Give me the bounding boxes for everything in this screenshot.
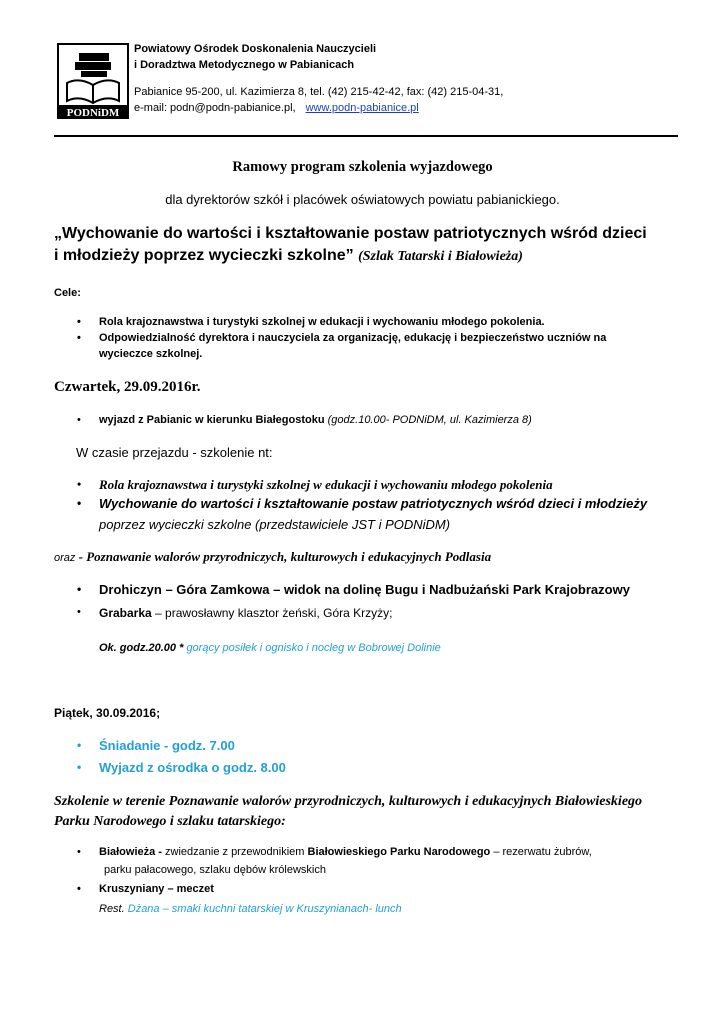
- main-title-text: i młodzieży poprzez wycieczki szkolne”: [54, 247, 354, 264]
- breakfast-text: Śniadanie - godz. 7.00: [99, 738, 235, 753]
- oraz-line: [54, 549, 491, 565]
- org-email: e-mail: podn@podn-pabianice.pl,: [134, 102, 296, 114]
- day1-heading: Czwartek, 29.09.2016r.: [54, 379, 201, 395]
- goal-item-continued: wycieczce szkolnej.: [99, 348, 203, 360]
- day1-departure: [77, 414, 532, 426]
- bullet-icon: •: [77, 316, 81, 328]
- bullet-icon: •: [77, 582, 82, 596]
- place-text: Drohiczyn – Góra Zamkowa – widok na dolinę Bugu i Nadbużański Park Krajobrazowy: [99, 582, 630, 597]
- bullet-icon: •: [77, 496, 82, 510]
- kruszyniany-text: Kruszyniany – meczet: [99, 883, 214, 895]
- travel-intro: W czasie przejazdu - szkolenie nt:: [76, 445, 273, 460]
- bullet-icon: •: [77, 738, 82, 752]
- bialowieza-item-continued: parku pałacowego, szlaku dębów królewskich: [104, 864, 326, 876]
- bialowieza-text: zwiedzanie z przewodnikiem: [165, 846, 305, 858]
- place-item: [77, 606, 393, 620]
- evening-time: Ok. godz.20.00 *: [99, 642, 184, 654]
- rest-text: Dżana – smaki kuchni tatarskiej w Kruszynianach- lunch: [127, 903, 402, 915]
- org-name-line1: Powiatowy Ośrodek Doskonalenia Nauczycieli: [134, 43, 377, 55]
- rest-label: Rest.: [99, 903, 125, 915]
- breakfast-item: [77, 738, 235, 753]
- field-heading-line2: Parku Narodowego i szlaku tatarskiego:: [54, 814, 286, 829]
- bialowieza-name: Białowieża -: [99, 846, 162, 858]
- departure-note: (godz.10.00- PODNiDM, ul. Kazimierza 8): [327, 414, 532, 426]
- training-text: Rola krajoznawstwa i turystyki szkolnej w edukacji i wychowaniu młodego pokolenia: [99, 477, 553, 492]
- goal-item: [77, 332, 607, 344]
- kruszyniany-item: [77, 883, 214, 895]
- oraz-prefix: oraz: [54, 552, 76, 564]
- departure-text: Wyjazd z ośrodka o godz. 8.00: [99, 760, 286, 775]
- goals-label: Cele:: [54, 287, 81, 299]
- departure-item: [77, 760, 286, 775]
- bullet-icon: •: [77, 606, 81, 618]
- oraz-text: - Poznawanie walorów przyrodniczych, kulturowych i edukacyjnych Podlasia: [78, 549, 492, 564]
- evening-text: gorący posiłek i ognisko i nocleg w Bobrowej Dolinie: [186, 642, 441, 654]
- bullet-icon: •: [77, 414, 81, 426]
- bullet-icon: •: [77, 332, 81, 344]
- bullet-icon: •: [77, 760, 82, 774]
- day2-heading: Piątek, 30.09.2016;: [54, 706, 161, 720]
- bullet-icon: •: [77, 477, 82, 491]
- training-item: [77, 496, 648, 511]
- training-item: [77, 477, 553, 493]
- main-title-note: (Szlak Tatarski i Białowieża): [358, 249, 523, 264]
- bialowieza-rest: – rezerwatu żubrów,: [493, 846, 592, 858]
- org-name-line2: i Doradztwa Metodycznego w Pabianicach: [134, 59, 355, 71]
- bialowieza-park: Białowieskiego Parku Narodowego: [307, 846, 491, 858]
- org-website-link[interactable]: www.podn-pabianice.pl: [305, 102, 419, 114]
- field-heading-line1: Szkolenie w terenie Poznawanie walorów przyrodniczych, kulturowych i edukacyjnych Białowieskiego: [54, 794, 643, 809]
- org-address: Pabianice 95-200, ul. Kazimierza 8, tel. (42) 215-42-42, fax: (42) 215-04-31,: [134, 86, 504, 98]
- main-title-line1: „Wychowanie do wartości i kształtowanie postaw patriotycznych wśród dzieci: [54, 225, 647, 242]
- podnidm-logo: [57, 43, 129, 119]
- bialowieza-item: [77, 846, 592, 858]
- bullet-icon: •: [77, 846, 81, 858]
- evening-line: [99, 642, 441, 654]
- place-text: – prawosławny klasztor żeński, Góra Krzyży;: [155, 606, 393, 620]
- place-item: [77, 582, 630, 597]
- goal-text: Rola krajoznawstwa i turystyki szkolnej w edukacji i wychowaniu młodego pokolenia.: [99, 316, 545, 328]
- logo-text: PODNiDM: [66, 107, 120, 119]
- training-item-continued: poprzez wycieczki szkolne (przedstawiciele JST i PODNiDM): [99, 517, 451, 532]
- goal-text: Odpowiedzialność dyrektora i nauczyciela za organizację, edukację i bezpieczeństwo uczniów na: [99, 332, 607, 344]
- departure-text: wyjazd z Pabianic w kierunku Białegostoku: [99, 414, 325, 426]
- training-text: Wychowanie do wartości i kształtowanie postaw patriotycznych wśród dzieci i młodzieży: [99, 496, 648, 511]
- document-subtitle: dla dyrektorów szkół i placówek oświatowych powiatu pabianickiego.: [165, 192, 560, 207]
- document-title: Ramowy program szkolenia wyjazdowego: [232, 159, 493, 175]
- goal-item: [77, 316, 545, 328]
- org-contact: [134, 102, 419, 114]
- main-title-line2: [54, 247, 523, 265]
- header-divider: [54, 135, 678, 137]
- place-name: Grabarka: [99, 606, 152, 620]
- field-training-heading: [54, 792, 684, 832]
- lunch-line: [99, 903, 402, 915]
- bullet-icon: •: [77, 883, 81, 895]
